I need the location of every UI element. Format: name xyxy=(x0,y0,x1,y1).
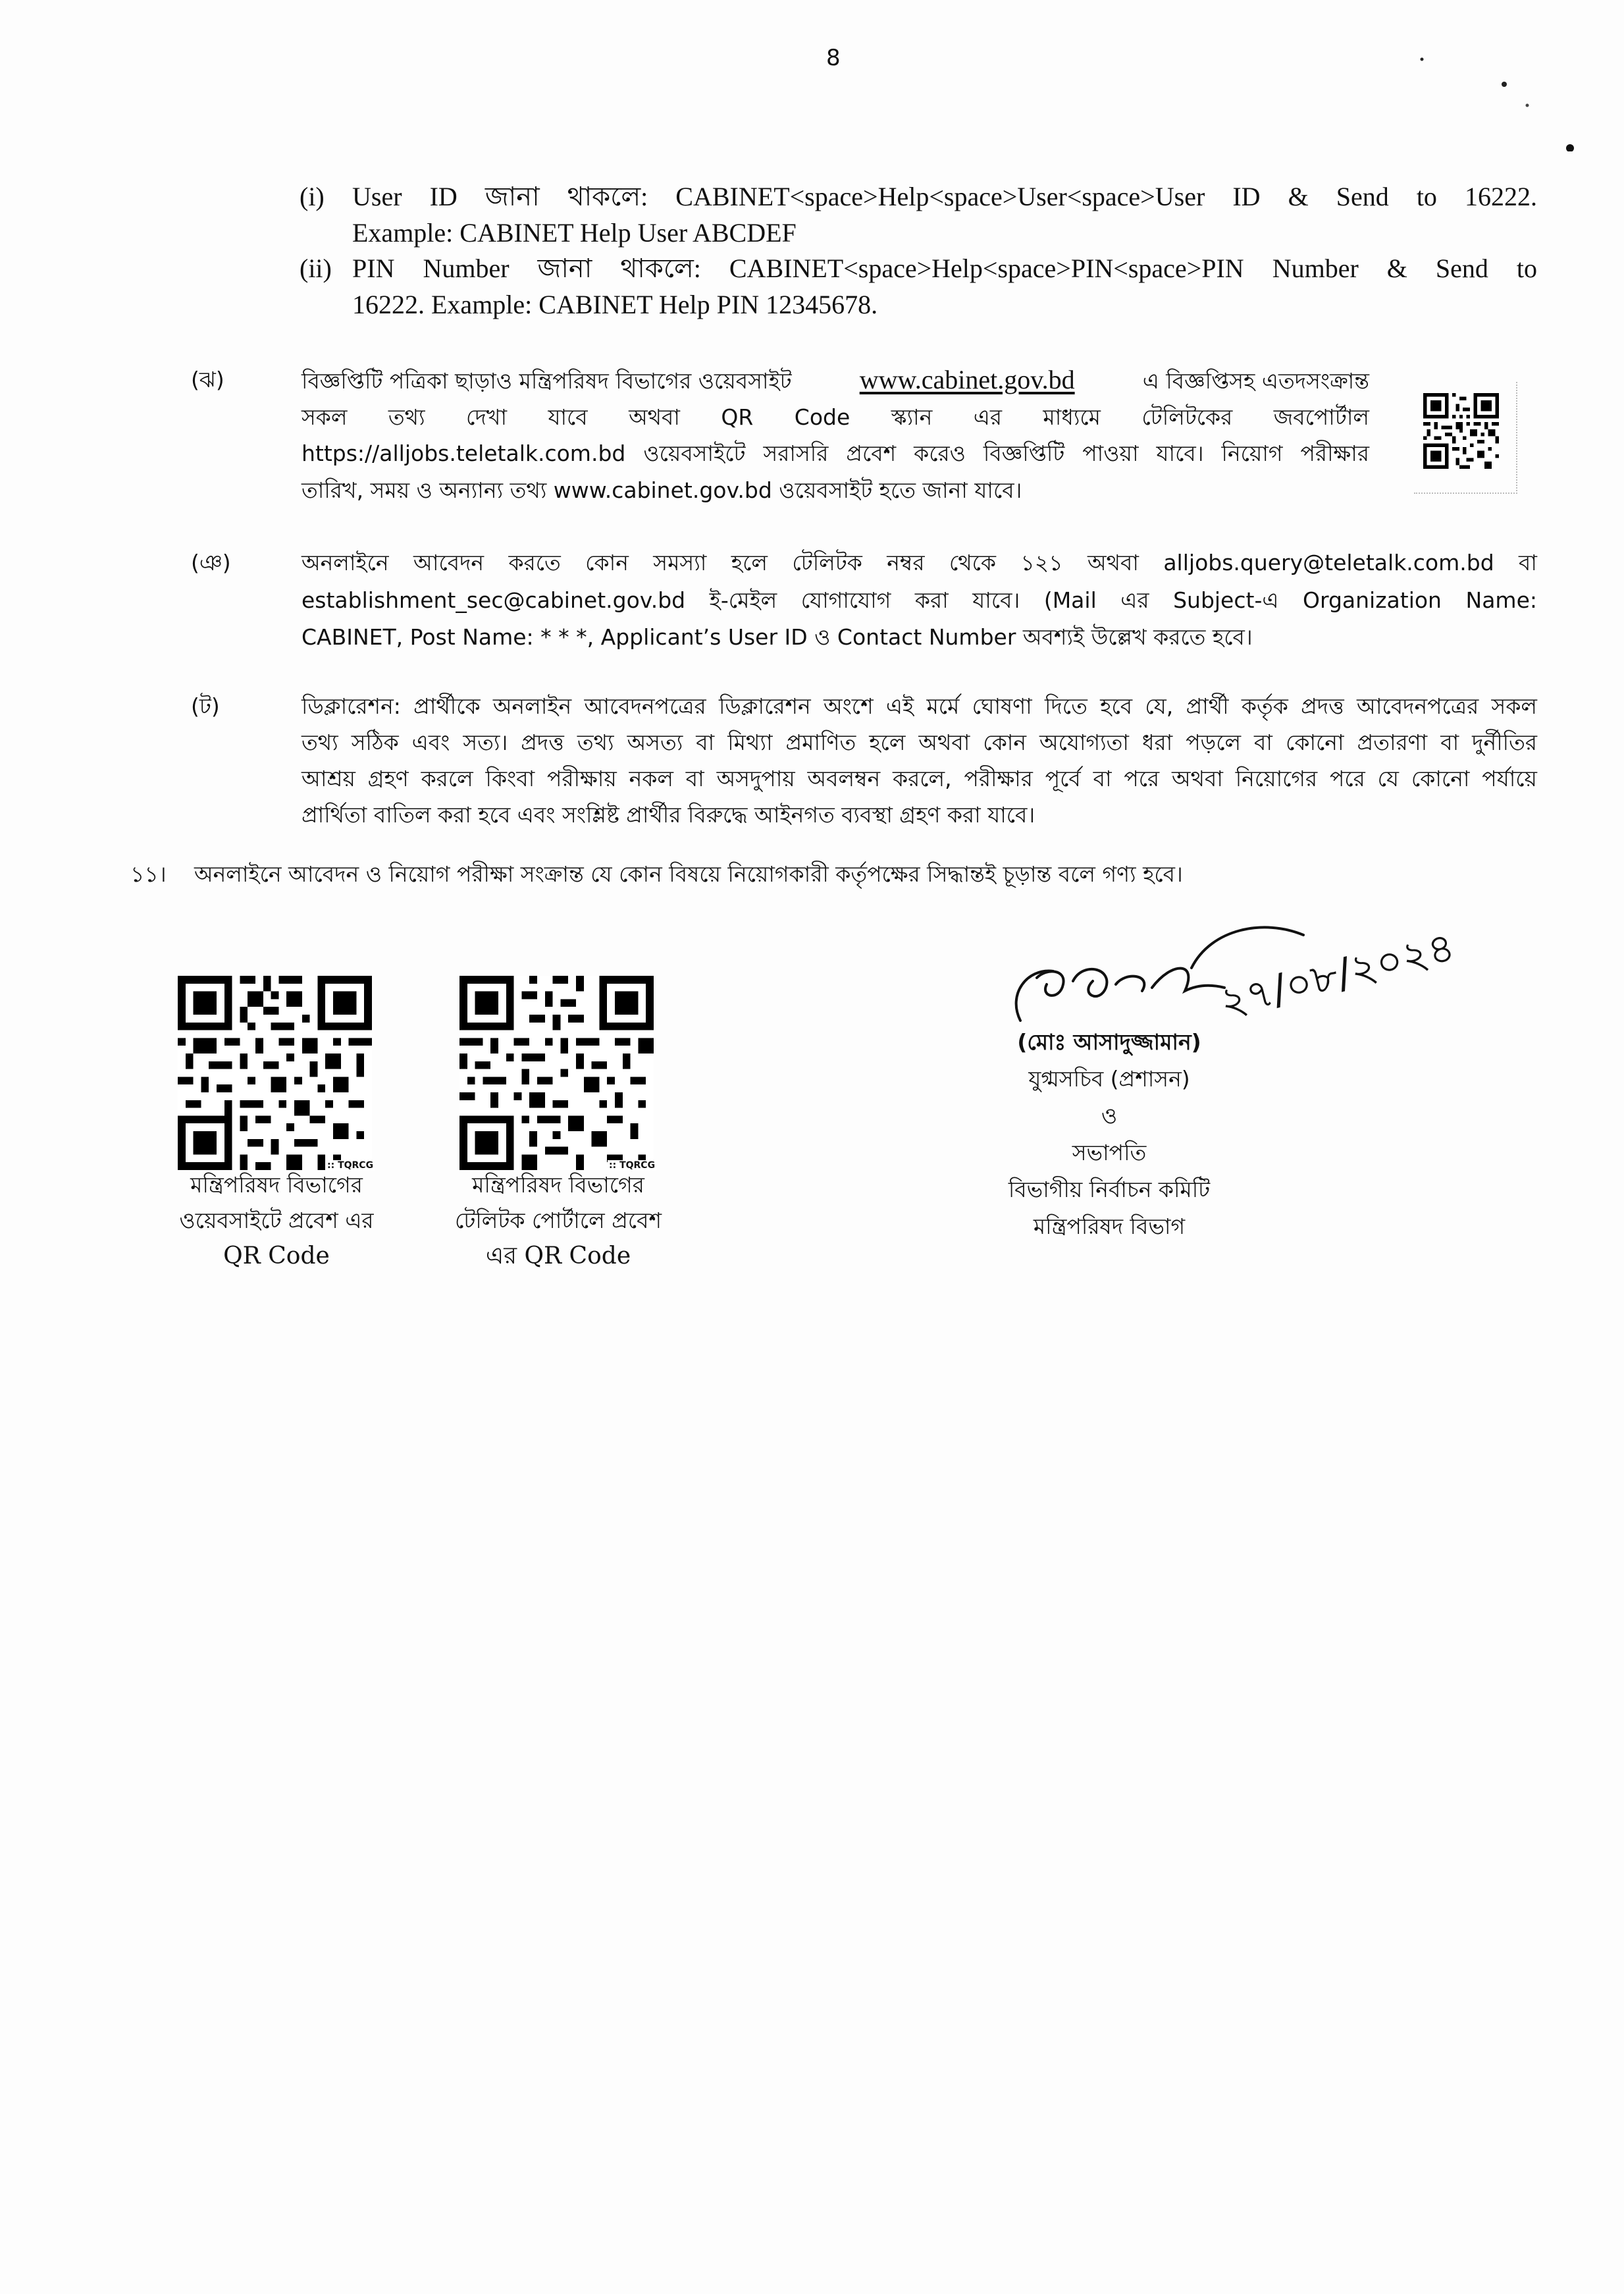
section-jha-line4: তারিখ, সময় ও অন্যান্য তথ্য www.cabinet.gov.bd ওয়েবসাইট হতে জানা যাবে। xyxy=(301,477,1022,503)
signatory-division: মন্ত্রিপরিষদ বিভাগ xyxy=(1033,1214,1186,1239)
signatory-role: সভাপতি xyxy=(1072,1140,1147,1165)
clause-11-text: অনলাইনে আবেদন ও নিয়োগ পরীক্ষা সংক্রান্ত যে কোন বিষয়ে নিয়োগকারী কর্তৃপক্ষের সিদ্ধান্তই চূড়ান্ত বলে গণ্য হবে। xyxy=(194,861,1183,887)
qr-caption-right-line1: মন্ত্রিপরিষদ বিভাগের xyxy=(472,1172,644,1198)
sms-help-user-id-line2: Example: CABINET Help User ABCDEF xyxy=(352,218,797,248)
sms-help-pin-line2: 16222. Example: CABINET Help PIN 12345678. xyxy=(352,290,878,319)
scan-marks-decoration xyxy=(1409,46,1606,151)
section-label-nya: (ঞ) xyxy=(191,550,231,575)
section-jha-line1-post: এ বিজ্ঞপ্তিসহ এতদসংক্রান্ত xyxy=(1142,368,1369,394)
item-label-i: (i) xyxy=(300,182,325,211)
qr-brand-label-left: :: TQRCG xyxy=(327,1160,374,1171)
qr-caption-left-line1: মন্ত্রিপরিষদ বিভাগের xyxy=(190,1172,363,1198)
signatory-designation: যুগ্মসচিব (প্রশাসন) xyxy=(1028,1066,1190,1092)
sms-help-user-id-line1: User ID জানা থাকলে: CABINET<space>Help<space>User<space>User ID & Send to 16222. xyxy=(352,182,1537,211)
section-ta-line3: আশ্রয় গ্রহণ করলে কিংবা পরীক্ষায় নকল বা অসদুপায় অবলম্বন করলে, পরীক্ষার পূর্বে বা পরে অথবা নিয়োগের পরে যে কোনো পর্যায়ে xyxy=(301,766,1537,791)
section-ta-line1: ডিক্লারেশন: প্রার্থীকে অনলাইন আবেদনপত্রের ডিক্লারেশন অংশে এই মর্মে ঘোষণা দিতে হবে যে, প্রার্থী কর্তৃক প্রদত্ত আবেদনপত্রের সকল xyxy=(301,693,1537,719)
section-ta-line2: তথ্য সঠিক এবং সত্য। প্রদত্ত তথ্য অসত্য বা মিথ্যা প্রমাণিত হলে অথবা কোন অযোগ্যতা ধরা পড়লে বা কোনো প্রতারণা বা দুর্নীতির xyxy=(301,730,1537,755)
section-ta-line4: প্রার্থিতা বাতিল করা হবে এবং সংশ্লিষ্ট প্রার্থীর বিরুদ্ধে আইনগত ব্যবস্থা গ্রহণ করা যাবে। xyxy=(301,802,1035,828)
signatory-name: (মোঃ আসাদুজ্জামান) xyxy=(1017,1029,1201,1055)
section-label-jha: (ঝ) xyxy=(191,367,224,392)
section-label-ta: (ট) xyxy=(191,693,220,719)
section-jha-line3: https://alljobs.teletalk.com.bd ওয়েবসাইটে সরাসরি প্রবেশ করেও বিজ্ঞপ্তিটি পাওয়া যাবে। নিয়োগ পরীক্ষার xyxy=(301,440,1369,466)
qr-code-cabinet-website xyxy=(178,976,372,1170)
section-jha-line1 xyxy=(301,362,1369,399)
signature-date: ২৭/০৮/২০২৪ xyxy=(1215,922,1459,1027)
qr-code-teletalk-portal xyxy=(459,976,654,1170)
section-nya-line2: establishment_sec@cabinet.gov.bd ই-মেইল যোগাযোগ করা যাবে। (Mail এর Subject-এ Organization Name: xyxy=(301,587,1537,613)
qr-caption-left-line3: QR Code xyxy=(223,1242,330,1269)
signatory-conjunction: ও xyxy=(1101,1103,1118,1129)
qr-caption-right-line2: টেলিটক পোর্টালে প্রবেশ xyxy=(455,1208,662,1233)
page-number: 8 xyxy=(826,45,841,71)
section-nya-line1: অনলাইনে আবেদন করতে কোন সমস্যা হলে টেলিটক নম্বর থেকে ১২১ অথবা alljobs.query@teletalk.com.bd বা xyxy=(301,550,1537,575)
qr-code-small xyxy=(1423,393,1499,469)
qr-caption-left-line2: ওয়েবসাইটে প্রবেশ এর xyxy=(179,1208,374,1233)
signatory-block xyxy=(955,1024,1264,1245)
section-nya-line3: CABINET, Post Name: * * *, Applicant’s User ID ও Contact Number অবশ্যই উল্লেখ করতে হবে। xyxy=(301,624,1253,650)
qr-caption-cabinet-website xyxy=(132,1167,421,1274)
section-jha-line2: সকল তথ্য দেখা যাবে অথবা QR Code স্ক্যান এর মাধ্যমে টেলিটকের জবপোর্টাল xyxy=(301,404,1369,430)
clause-label-11: ১১। xyxy=(130,861,167,887)
qr-caption-right-line3: এর QR Code xyxy=(485,1242,631,1269)
signatory-committee: বিভাগীয় নির্বাচন কমিটি xyxy=(1008,1177,1211,1202)
item-label-ii: (ii) xyxy=(300,253,332,283)
sms-help-pin-line1: PIN Number জানা থাকলে: CABINET<space>Help<space>PIN<space>PIN Number & Send to xyxy=(352,253,1537,283)
section-jha-line1-pre: বিজ্ঞপ্তিটি পত্রিকা ছাড়াও মন্ত্রিপরিষদ বিভাগের ওয়েবসাইট xyxy=(301,368,792,394)
qr-brand-label-right: :: TQRCG xyxy=(609,1160,656,1171)
cabinet-website-link[interactable]: www.cabinet.gov.bd xyxy=(859,365,1075,394)
qr-caption-teletalk-portal xyxy=(413,1167,703,1274)
